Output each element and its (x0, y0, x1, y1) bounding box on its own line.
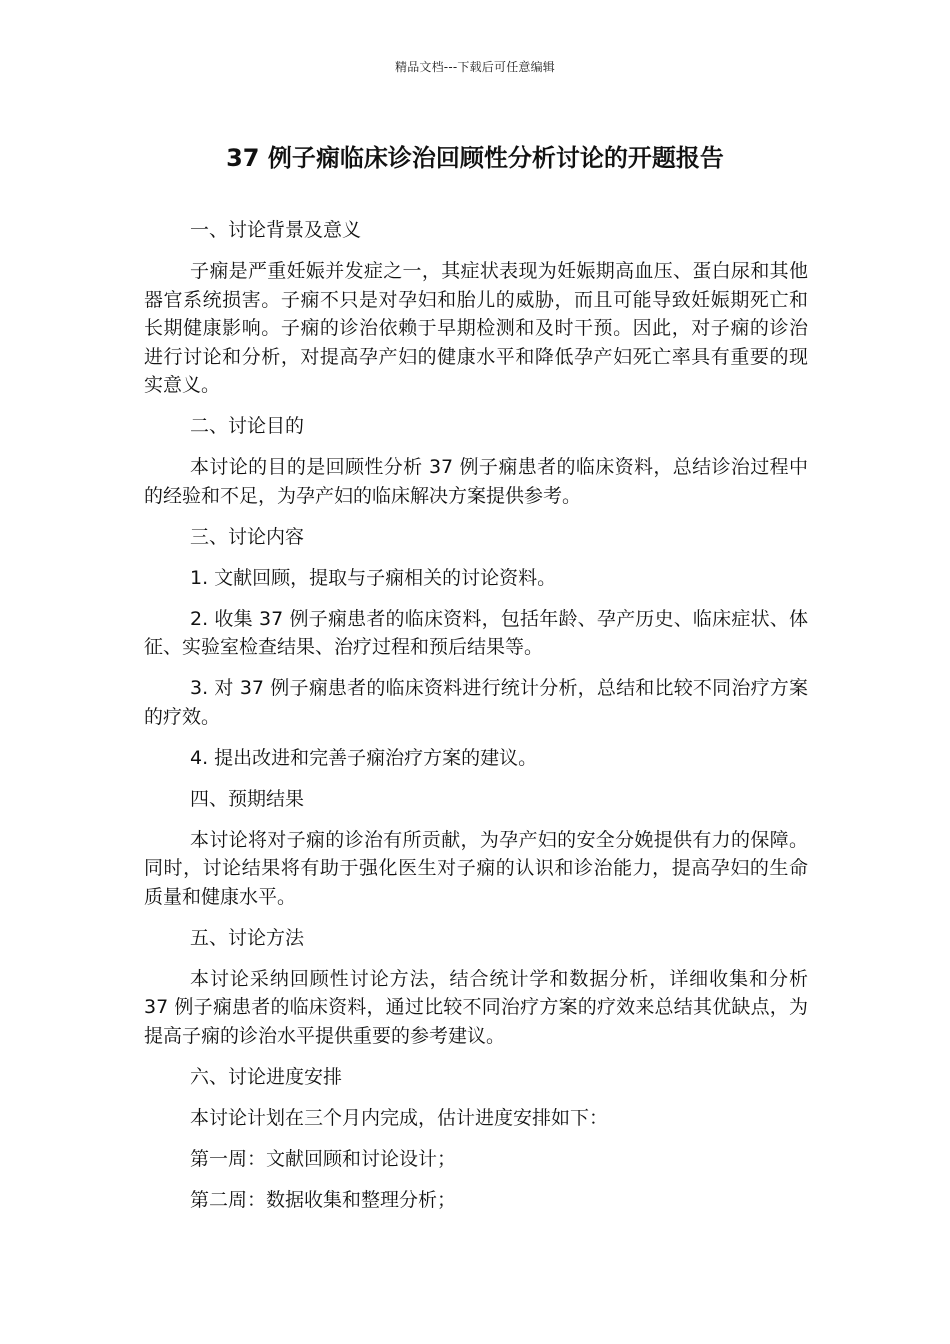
paragraph-purpose: 本讨论的目的是回顾性分析 37 例子痫患者的临床资料，总结诊治过程中的经验和不足，为孕产妇的临床解决方案提供参考。 (144, 456, 808, 507)
schedule-week-2: 第二周：数据收集和整理分析； (190, 1188, 457, 1211)
paragraph-background: 子痫是严重妊娠并发症之一，其症状表现为妊娠期高血压、蛋白尿和其他器官系统损害。子痫不只是对孕妇和胎儿的威胁，而且可能导致妊娠期死亡和长期健康影响。子痫的诊治依赖于早期检测和及时干预。因此，对子痫的诊治进行讨论和分析，对提高孕产妇的健康水平和降低孕产妇死亡率具有重要的现实意义。 (144, 260, 808, 396)
section-heading-background: 一、讨论背景及意义 (190, 219, 362, 241)
list-item-content-1: 1. 文献回顾，提取与子痫相关的讨论资料。 (190, 566, 557, 589)
list-item-content-3: 3. 对 37 例子痫患者的临床资料进行统计分析，总结和比较不同治疗方案的疗效。 (144, 677, 808, 728)
schedule-week-1: 第一周：文献回顾和讨论设计； (190, 1147, 457, 1170)
paragraph-expected-results: 本讨论将对子痫的诊治有所贡献，为孕产妇的安全分娩提供有力的保障。同时，讨论结果将有助于强化医生对子痫的认识和诊治能力，提高孕妇的生命质量和健康水平。 (144, 828, 808, 908)
section-heading-methods: 五、讨论方法 (190, 926, 305, 949)
document-title: 37 例子痫临床诊治回顾性分析讨论的开题报告 (226, 144, 724, 172)
section-heading-expected-results: 四、预期结果 (190, 787, 305, 810)
list-item-content-4: 4. 提出改进和完善子痫治疗方案的建议。 (190, 746, 538, 769)
document-body (144, 216, 808, 1227)
list-item-content-2: 2. 收集 37 例子痫患者的临床资料，包括年龄、孕产历史、临床症状、体征、实验室检查结果、治疗过程和预后结果等。 (144, 607, 808, 658)
section-heading-purpose: 二、讨论目的 (190, 415, 305, 437)
header-note: 精品文档---下载后可任意编辑 (395, 60, 555, 74)
paragraph-methods: 本讨论采纳回顾性讨论方法，结合统计学和数据分析，详细收集和分析 37 例子痫患者的临床资料，通过比较不同治疗方案的疗效来总结其优缺点，为提高子痫的诊治水平提供重要的参考建议。 (144, 967, 808, 1047)
section-heading-schedule: 六、讨论进度安排 (190, 1065, 343, 1088)
paragraph-schedule-intro: 本讨论计划在三个月内完成，估计进度安排如下： (190, 1106, 609, 1129)
section-heading-content: 三、讨论内容 (190, 525, 305, 548)
